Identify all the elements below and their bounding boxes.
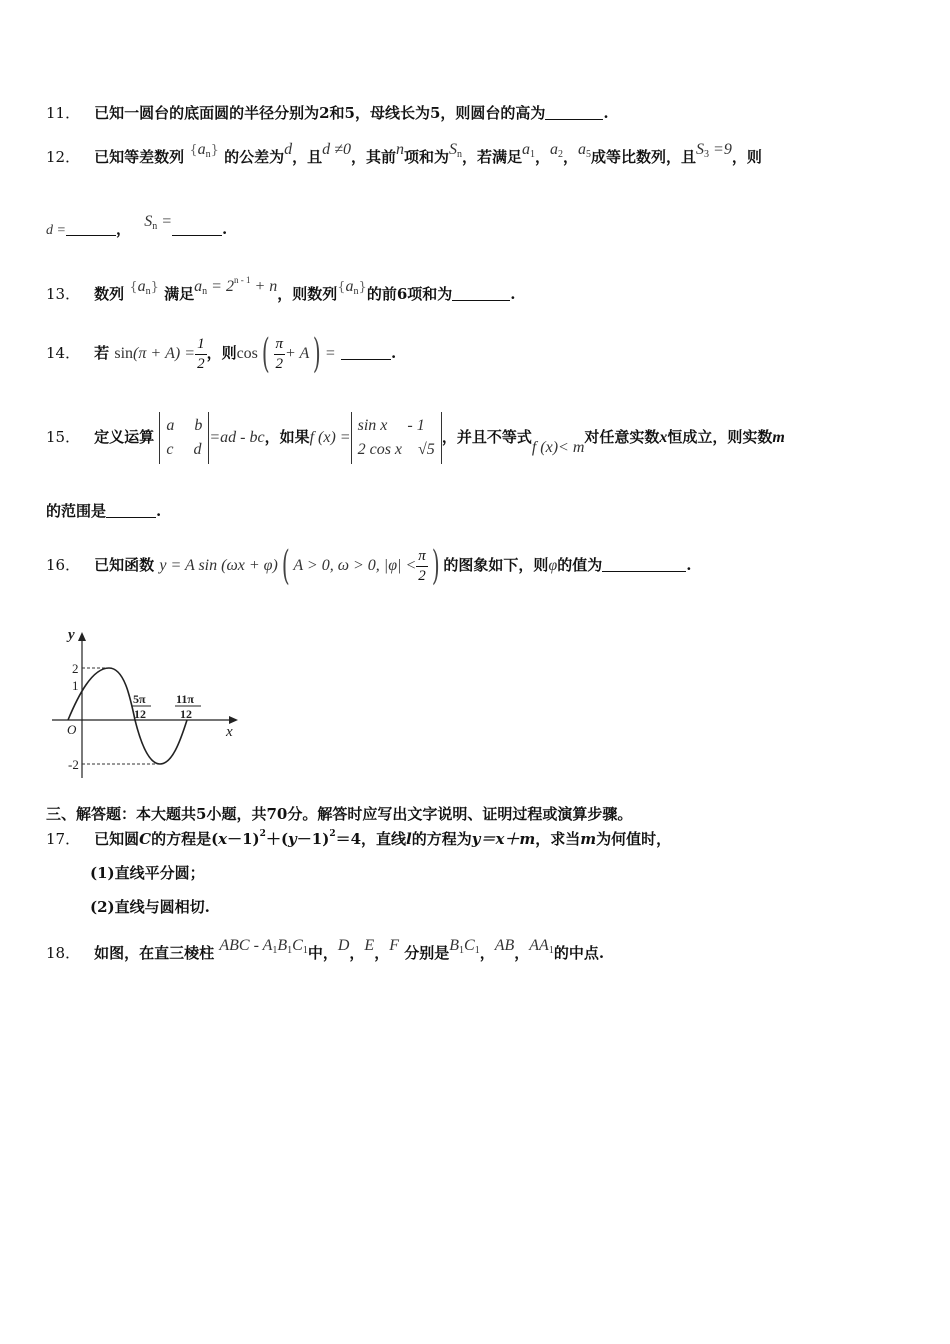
- answer-blank[interactable]: [106, 503, 156, 518]
- question-number: 15．: [46, 428, 81, 446]
- answer-blank[interactable]: [452, 286, 510, 301]
- question-number: 17．: [46, 830, 81, 848]
- question-number: 13．: [46, 285, 81, 303]
- question-15-range: 的范围是 .: [46, 502, 162, 520]
- tick-1: 1: [72, 678, 79, 693]
- math-an: $a_n$: [197, 141, 211, 160]
- question-17: 17． 已知圆C的方程是$(x-1)^2+(y-1)^2=4$，直线l的方程为y＝x＋m，求当m为何值时，: [46, 829, 672, 848]
- answer-blank[interactable]: [341, 345, 391, 360]
- answer-blank[interactable]: [545, 105, 603, 120]
- question-number: 18．: [46, 944, 81, 962]
- question-17-part-1: (1)直线平分圆；: [90, 864, 205, 882]
- x-label: x: [226, 724, 233, 740]
- question-14: 14． 若 sin(π + A) = $\frac{1}{2}$ ，则cos( $\frac{\pi}{2}$ + A) = .: [46, 331, 397, 377]
- answer-blank-d[interactable]: [66, 221, 116, 236]
- x2-den: 12: [180, 707, 192, 721]
- y-axis-arrow: [78, 632, 86, 641]
- x-axis-arrow: [229, 716, 238, 724]
- question-17-part-2: (2)直线与圆相切.: [90, 898, 210, 916]
- question-18: 18． 如图，在直三棱柱 ABC - $A_1B_1C_1$中，D，E，F 分别是$B_1C_1$，AB，$AA_1$的中点.: [46, 937, 605, 962]
- determinant-definition: a b c d: [159, 412, 209, 464]
- question-16: 16． 已知函数 y = A sin (ωx + φ)( A > 0, ω > 0, |φ| < $\frac{\pi}{2}$ ) 的图象如下，则φ的值为 .: [46, 543, 692, 589]
- question-text: 已知一圆台的底面圆的半径分别为2和5，母线长为5，则圆台的高为: [94, 104, 546, 122]
- question-13: 13． 数列 $\{a_n\}$ 满足$a_n = 2^{n - 1} + n$，则数列$\{a_n\}$的前6项和为 .: [46, 275, 516, 303]
- section-heading: 三、解答题：本大题共5小题，共70分。解答时应写出文字说明、证明过程或演算步骤。: [46, 805, 633, 823]
- x1-den: 12: [134, 707, 146, 721]
- question-number: 11．: [46, 104, 81, 122]
- sine-curve: [68, 668, 187, 764]
- y-label: y: [68, 627, 75, 643]
- x2-num: 11π: [176, 692, 194, 706]
- origin-label: O: [67, 722, 77, 737]
- tick-2: 2: [72, 661, 79, 676]
- tick-neg2: -2: [68, 757, 79, 772]
- question-15: 15． 定义运算 a b c d =ad - bc，如果f (x) = sin x - 1 2 cos x √5 ，并且不等式f (x)< m对任意实数x恒成立，则实数m: [46, 412, 785, 464]
- question-number: 12．: [46, 148, 81, 166]
- answer-blank[interactable]: [602, 557, 686, 572]
- x1-num: 5π: [133, 692, 146, 706]
- answer-blank-sn[interactable]: [172, 221, 222, 236]
- question-12-answers: d = ， $S_n$ = .: [46, 213, 228, 238]
- determinant-fx: sin x - 1 2 cos x √5: [351, 412, 442, 464]
- question-12: 12． 已知等差数列 $\{a_n\}$ 的公差为d，且d ≠0，其前n项和为$S_n$，若满足$a_1$，$a_2$，$a_5$成等比数列，且$S_3 =9$，则: [46, 141, 762, 166]
- question-number: 14．: [46, 344, 81, 362]
- sine-graph: [52, 626, 252, 786]
- question-11: 11． 已知一圆台的底面圆的半径分别为2和5，母线长为5，则圆台的高为 .: [46, 104, 609, 122]
- question-number: 16．: [46, 556, 81, 574]
